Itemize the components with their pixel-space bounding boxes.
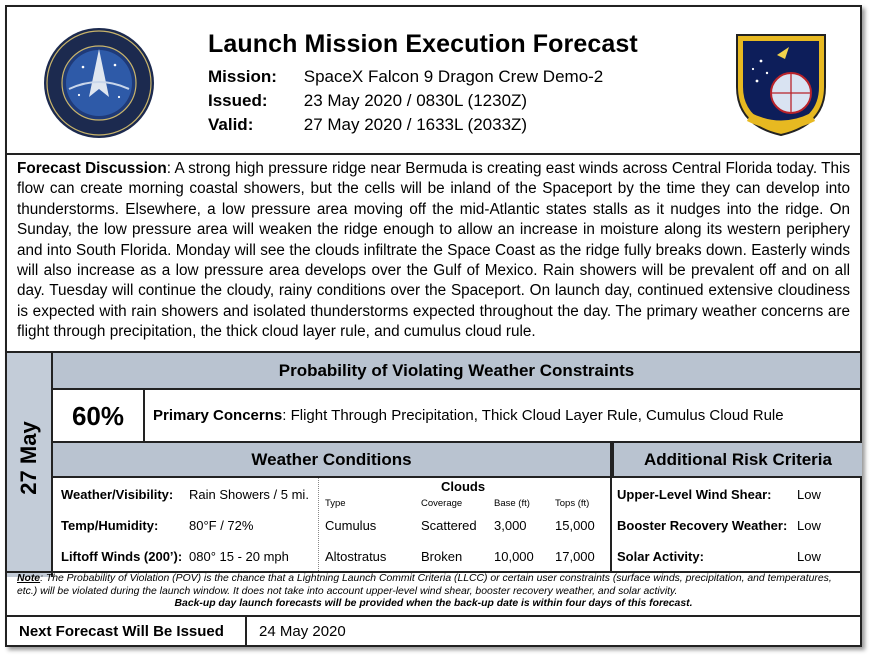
cloud-row-1-base: 3,000: [494, 518, 527, 533]
next-forecast-date: 24 May 2020: [259, 623, 346, 640]
concerns-value: Flight Through Precipitation, Thick Cloud Layer Rule, Cumulus Cloud Rule: [290, 407, 784, 424]
clouds-col-base: Base (ft): [494, 498, 530, 509]
solar-activity-value: Low: [797, 549, 821, 564]
forecast-discussion: Forecast Discussion: A strong high pressure ridge near Bermuda is creating east winds across Central Florida today. This flow can create morning coastal showers, but the cells will be inland of the Spaceport by the time they can develop into thunderstorms. Elsewhere, a low pressure area moving off the mid-Atlantic states stalls as it nudges into the ridge. On Sunday, the low pressure area will weaken the ridge enough to allow an increase in moisture along its western periphery and into South Florida. Monday will see the clouds infiltrate the Space Coast as the ridge fully breaks down. Easterly winds will also increase as a low pressure area develops over the Gulf of Mexico. Rain showers will be prevalent off and on all day. Tuesday will continue the cloudy, rainy conditions over the Spaceport. On launch day, continued extensive cloudiness is expected with rain showers and isolated thunderstorms expected throughout the day. The primary weather concerns are flight through precipitation, the thick cloud layer rule, and cumulus cloud rule.: [17, 160, 851, 341]
clouds-col-tops: Tops (ft): [555, 498, 590, 509]
liftoff-winds-value: 080° 15 - 20 mph: [189, 549, 289, 564]
temp-humidity-value: 80°F / 72%: [189, 518, 254, 533]
cloud-row-1-coverage: Scattered: [421, 518, 477, 533]
page-title: Launch Mission Execution Forecast: [208, 30, 638, 58]
mission-label: Mission: [208, 67, 272, 86]
pov-percent: 60%: [53, 390, 145, 443]
valid-label: Valid: [208, 115, 248, 134]
date-tab-label: 27 May: [16, 421, 41, 495]
mission-row: Mission: SpaceX Falcon 9 Dragon Crew Demo-2: [208, 67, 604, 86]
booster-recovery-label: Booster Recovery Weather:: [617, 518, 788, 533]
valid-row: Valid: 27 May 2020 / 1633L (2033Z): [208, 115, 528, 134]
issued-label: Issued: [208, 91, 262, 110]
clouds-col-type: Type: [325, 498, 346, 509]
cloud-row-1-tops: 15,000: [555, 518, 595, 533]
risk-criteria-heading: Additional Risk Criteria: [612, 441, 862, 476]
clouds-col-coverage: Coverage: [421, 498, 463, 509]
backup-note: Back-up day launch forecasts will be provided when the back-up date is within four days of this forecast.: [174, 598, 693, 609]
temp-humidity-label: Temp/Humidity:: [61, 518, 159, 533]
pov-heading: Probability of Violating Weather Constraints: [53, 351, 860, 388]
booster-recovery-value: Low: [797, 518, 821, 533]
weather-visibility-label: Weather/Visibility:: [61, 487, 174, 502]
weather-conditions-heading: Weather Conditions: [53, 441, 610, 476]
clouds-heading: Clouds: [441, 479, 486, 494]
note-label: Note: [17, 573, 41, 584]
issued-value: 23 May 2020 / 0830L (1230Z): [303, 91, 528, 110]
discussion-label: Forecast Discussion: [17, 160, 167, 177]
weather-squadron-patch-icon: [727, 25, 835, 137]
wind-shear-label: Upper-Level Wind Shear:: [617, 487, 772, 502]
discussion-text: A strong high pressure ridge near Bermuda is creating east winds across Central Florida today. This flow can create morning coastal showers, but the cells will be inland of the Spaceport by the time they can develop into thunderstorms. Elsewhere, a low pressure area moving off the mid-Atlantic states stalls as it nudges into the ridge. On Sunday, the low pressure area will weaken the ridge enough to allow an increase in moisture along its western periphery and into South Florida. Monday will see the clouds infiltrate the Space Coast as the ridge fully breaks down. Easterly winds will also increase as a low pressure area develops over the Gulf of Mexico. Rain showers will be prevalent off and on all day. Tuesday will continue the cloudy, rainy conditions over the Spaceport. On launch day, continued extensive cloudiness is expected with rain showers and isolated thunderstorms expected throughout the day. The primary weather concerns are flight through precipitation, the thick cloud layer rule, and cumulus cloud rule.: [17, 160, 851, 341]
divider: [245, 617, 247, 647]
note: Note: The Probability of Violation (POV) is the chance that a Lightning Launch Commit Criteria (LLCC) or certain user constraints (surface winds, precipitation, and temperatures, etc.) will be violated during the launch window. It does not take into account upper-level wind shear, booster recovery weather, and solar activity. Back-up day launch forecasts will be provided when the back-up date is within four days of this forecast.: [17, 573, 850, 611]
issued-row: Issued: 23 May 2020 / 0830L (1230Z): [208, 91, 528, 110]
mission-value: SpaceX Falcon 9 Dragon Crew Demo-2: [303, 67, 604, 86]
divider: [53, 476, 860, 478]
footer: [7, 615, 860, 647]
cloud-row-2-tops: 17,000: [555, 549, 595, 564]
forecast-document: [5, 5, 862, 647]
header: [7, 7, 860, 155]
pov-row: [53, 388, 860, 443]
divider: [318, 478, 319, 571]
primary-concerns: Primary Concerns: Flight Through Precipitation, Thick Cloud Layer Rule, Cumulus Cloud Rule: [153, 407, 784, 424]
space-force-seal-icon: [43, 27, 155, 139]
concerns-label: Primary Concerns: [153, 407, 283, 424]
liftoff-winds-label: Liftoff Winds (200’):: [61, 549, 183, 564]
cloud-row-1-type: Cumulus: [325, 518, 377, 533]
cloud-row-2-type: Altostratus: [325, 549, 387, 564]
valid-value: 27 May 2020 / 1633L (2033Z): [303, 115, 528, 134]
note-text: The Probability of Violation (POV) is the chance that a Lightning Launch Commit Criteria (LLCC) or certain user constraints (surface winds, precipitation, and temperatures, etc.) will be violated during the launch window. It does not take into account upper-level wind shear, booster recovery weather, and solar activity.: [17, 573, 832, 597]
date-tab: [7, 351, 53, 577]
cloud-row-2-base: 10,000: [494, 549, 534, 564]
cloud-row-2-coverage: Broken: [421, 549, 463, 564]
divider: [610, 441, 612, 571]
wind-shear-value: Low: [797, 487, 821, 502]
weather-visibility-value: Rain Showers / 5 mi.: [189, 487, 309, 502]
next-forecast-label: Next Forecast Will Be Issued: [19, 623, 224, 640]
solar-activity-label: Solar Activity:: [617, 549, 704, 564]
